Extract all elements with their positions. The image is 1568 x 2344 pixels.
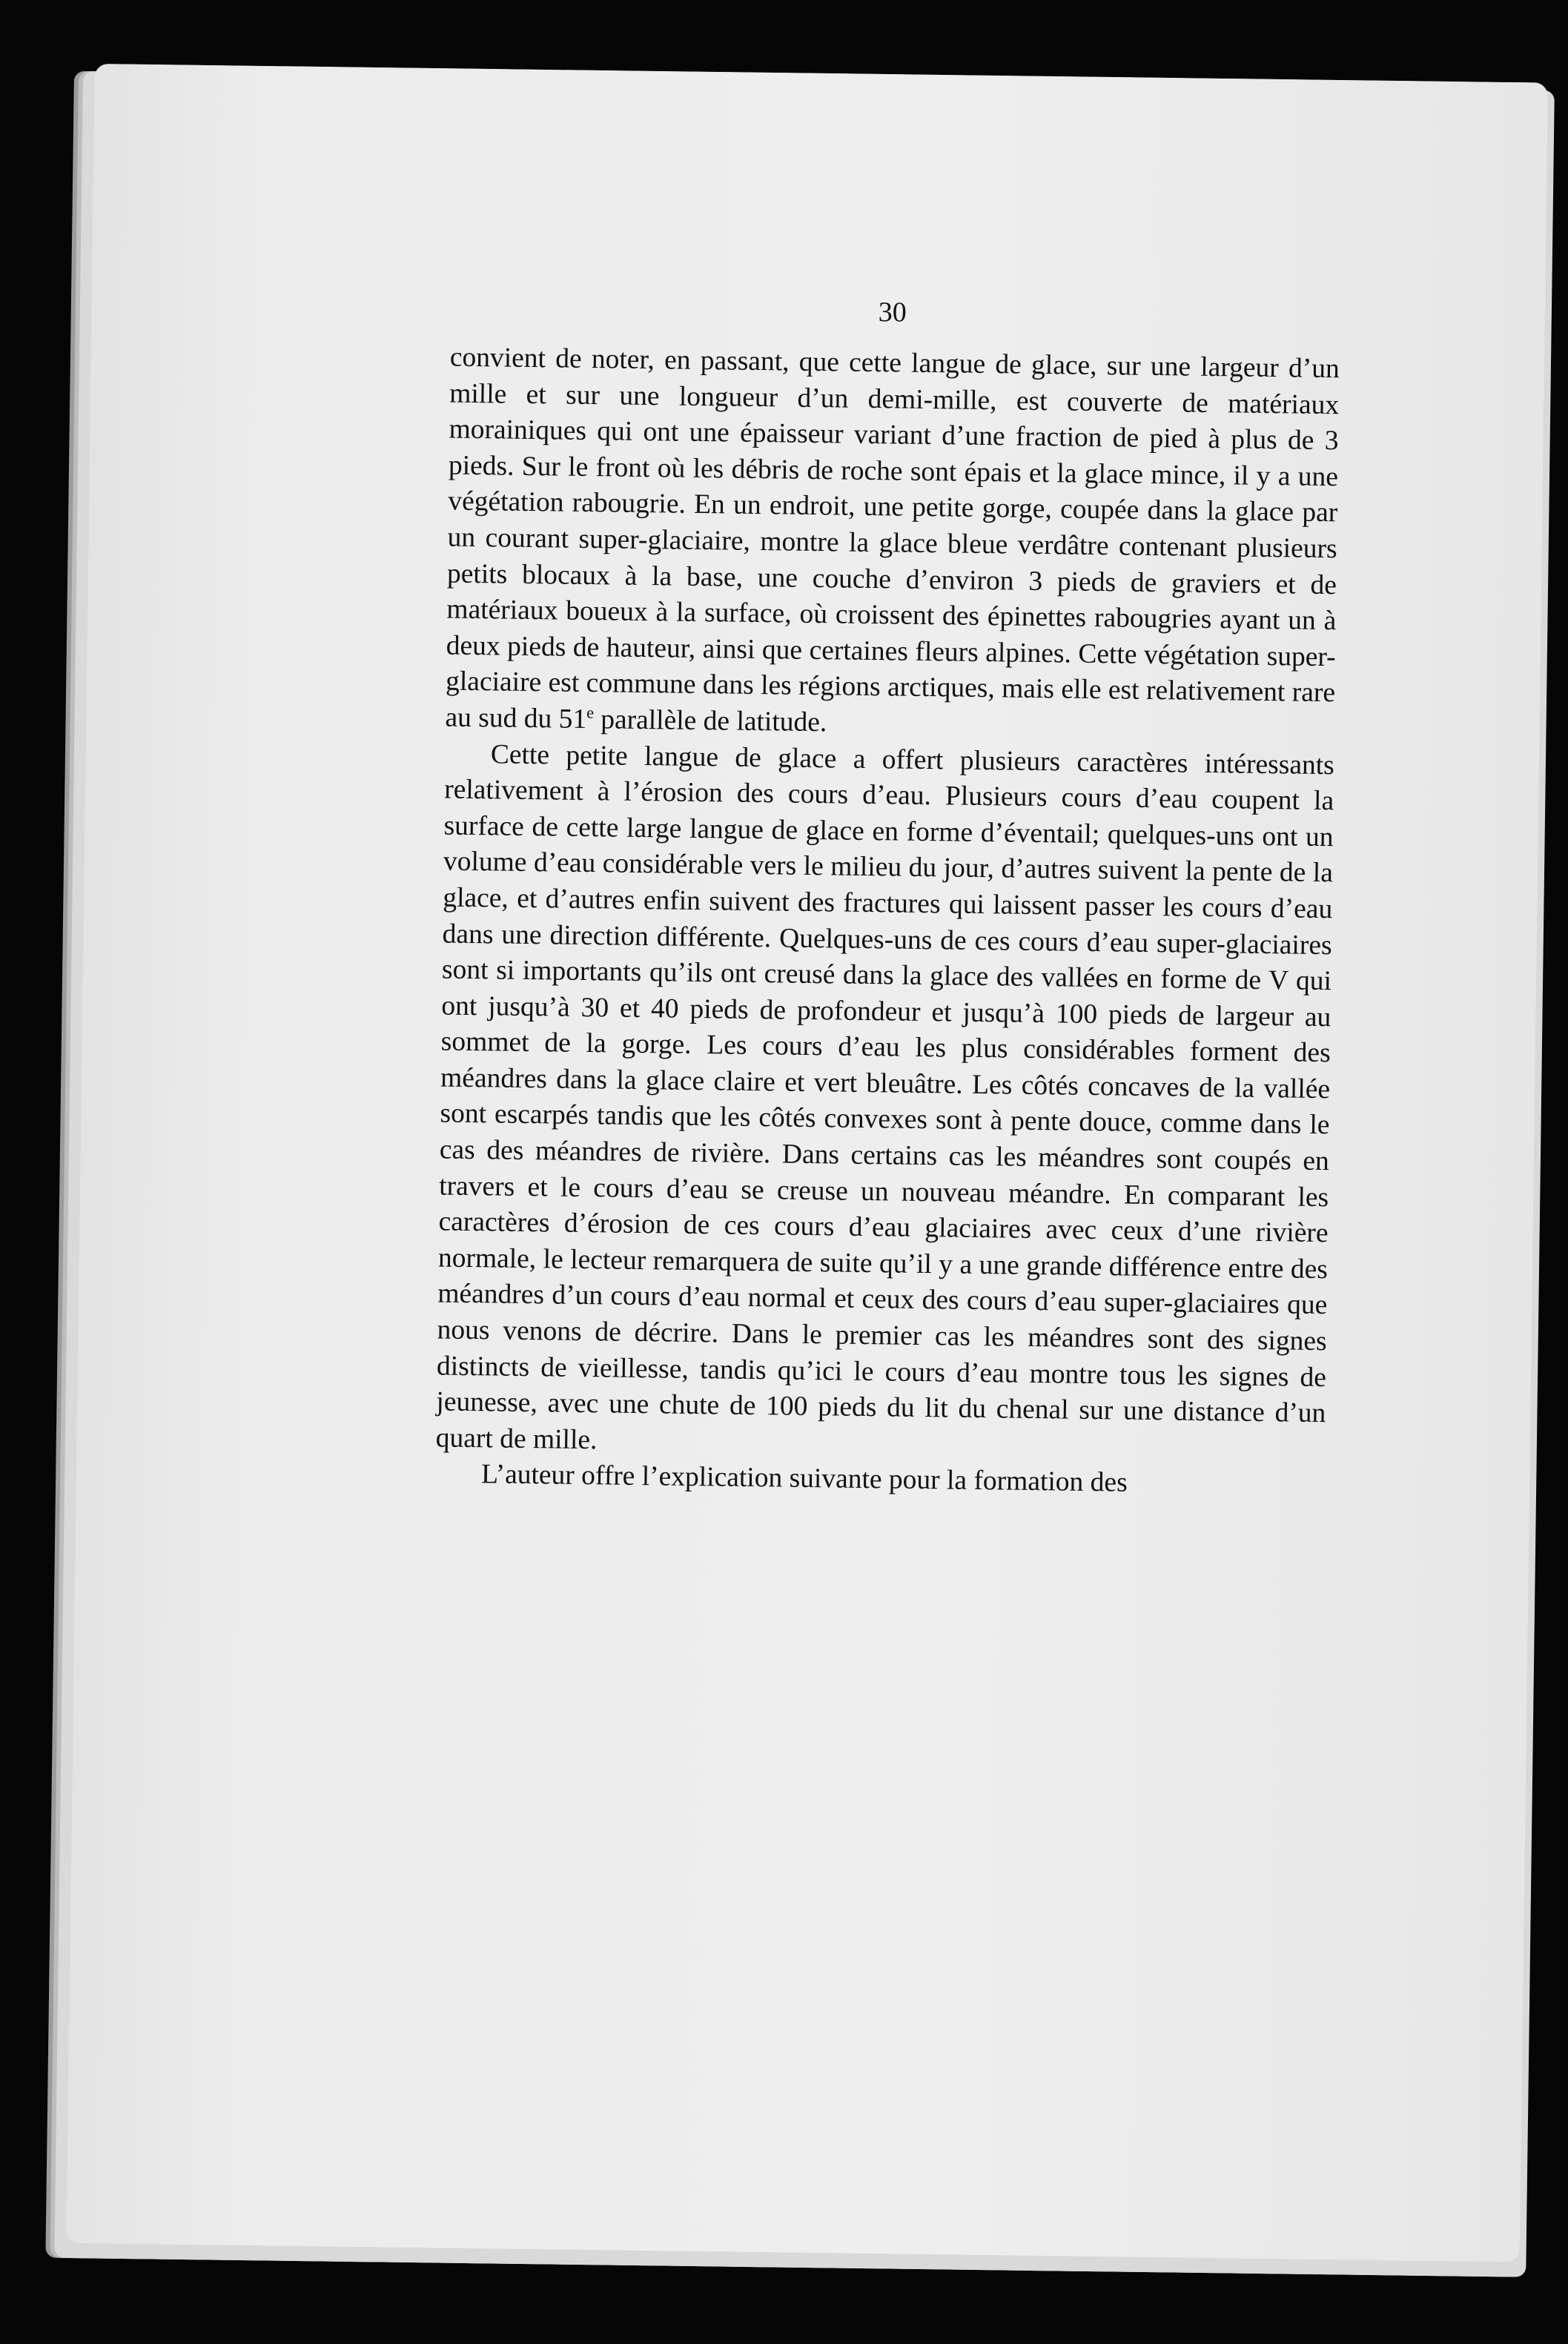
paragraph-3: L’auteur offre l’explication suivante pour la formation des <box>480 1459 1128 1499</box>
body-text <box>435 340 1340 1505</box>
paragraph-1-text: convient de noter, en passant, que cette langue de glace, sur une largeur d’un mille et sur une longueur d’un demi-mille, est couverte de matériaux morainiques qui ont une épaisseur variant d’une fraction de pied à plus de 3 pieds. Sur le front où les débris de roche sont épais et la glace mince, il y a une végétation rabougrie. En un endroit, une petite gorge, coupée dans la glace par un courant super-glaciaire, montre la glace bleue verdâtre contenant plusieurs petits blocaux à la base, une couche d’environ 3 pieds de graviers et de matériaux boueux à la surface, où croissent des épinettes rabougries ayant un à deux pieds de hauteur, ainsi que certaines fleurs alpines. Cette végétation super-glaciaire est commune dans les régions arctiques, mais elle est relativement rare au sud du 51 <box>445 342 1340 735</box>
paragraph-1 <box>445 340 1340 748</box>
paragraph-2: Cette petite langue de glace a offert plusieurs caractères intéressants relativement à l’érosion des cours d’eau. Plusieurs cours d’eau coupent la surface de cette large langue de glace en forme d’éventail; quelques-uns ont un volume d’eau considérable vers le milieu du jour, d’autres suivent la pente de la glace, et d’autres enfin suivent des fractures qui laissent passer les cours d’eau dans une direction différente. Quelques-uns de ces cours d’eau super-glaciaires sont si importants qu’ils ont creusé dans la glace des vallées en forme de V qui ont jusqu’à 30 et 40 pieds de profondeur et jusqu’à 100 pieds de largeur au sommet de la gorge. Les cours d’eau les plus considérables forment des méandres dans la glace claire et vert bleuâtre. Les côtés concaves de la vallée sont escarpés tandis que les côtés convexes sont à pente douce, comme dans le cas des méandres de rivière. Dans certains cas les méandres sont coupés en travers et le cours d’eau se creuse un nouveau méandre. En comparant les caractères d’érosion de ces cours d’eau glaciaires avec ceux d’une rivière normale, le lecteur remarquera de suite qu’il y a une grande différence entre des méandres d’un cours d’eau normal et ceux des cours d’eau super-glaciaires que nous venons de décrire. Dans le premier cas les méandres sont des signes distincts de vieillesse, tandis qu’ici le cours d’eau montre tous les signes de jeunesse, avec une chute de 100 pieds du lit du chenal sur une distance d’un quart de mille. <box>435 738 1335 1456</box>
page-number: 30 <box>878 297 907 328</box>
superscript-e: e <box>586 703 595 722</box>
paragraph-1-end: parallèle de latitude. <box>593 704 827 738</box>
